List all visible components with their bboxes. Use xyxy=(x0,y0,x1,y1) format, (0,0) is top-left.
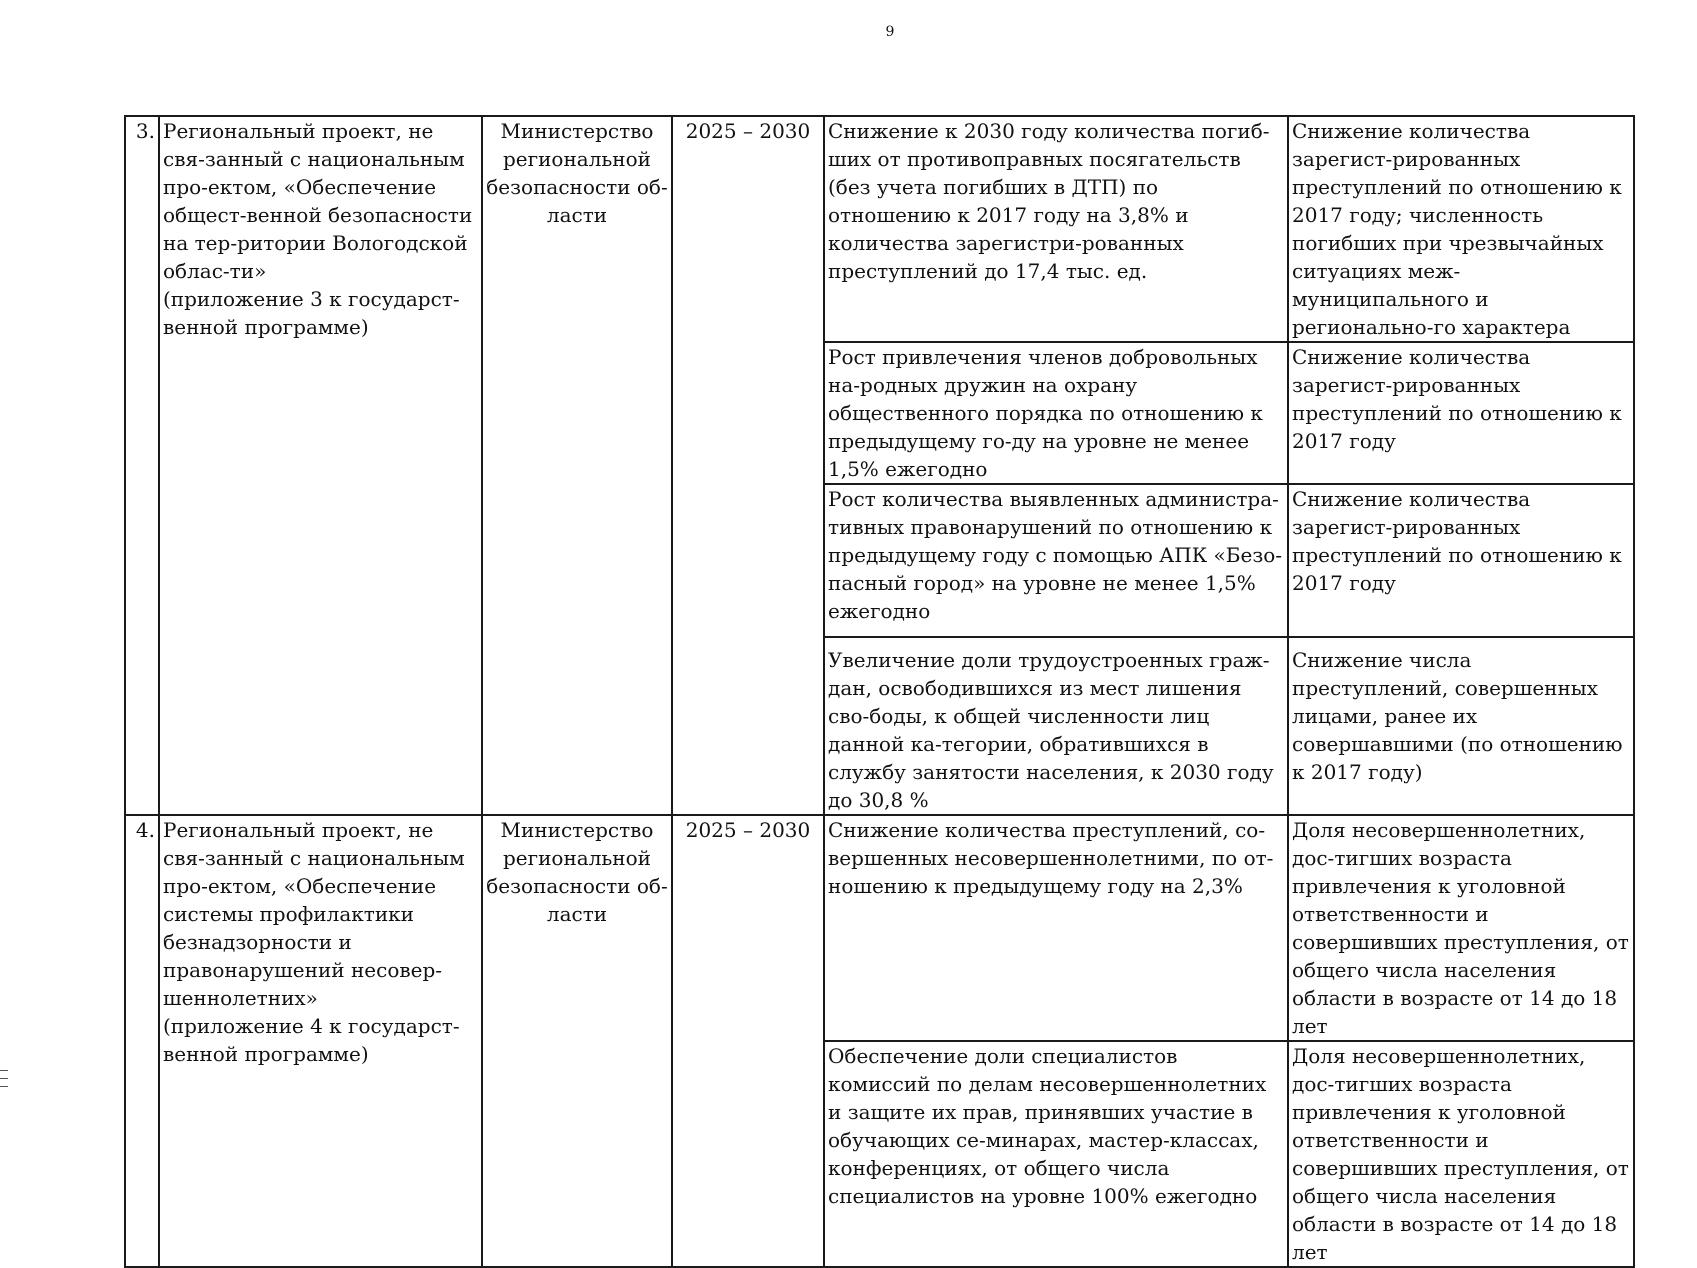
indicator-cell: Снижение количества зарегист-рированных преступлений по отношению к 2017 году xyxy=(1288,342,1634,484)
page-number: 9 xyxy=(885,24,895,40)
row-number: 3. xyxy=(125,116,159,815)
project-appendix: (приложение 4 к государст-венной программе) xyxy=(163,1014,460,1066)
indicator-cell: Снижение количества зарегист-рированных преступлений по отношению к 2017 году xyxy=(1288,484,1634,637)
project-title: Региональный проект, не свя-занный с национальным про-ектом, «Обеспечение общест-венной безопасности на тер-ритории Вологодской облас-ти» xyxy=(163,119,473,283)
indicator-cell: Доля несовершеннолетних, дос-тигших возраста привлечения к уголовной ответственности и совершивших преступления, от общего числа населения области в возрасте от 14 до 18 лет xyxy=(1288,815,1634,1041)
indicator-cell: Снижение числа преступлений, совершенных лицами, ранее их совершавшими (по отношению к 2017 году) xyxy=(1288,637,1634,815)
period-cell: 2025 – 2030 xyxy=(672,116,824,815)
table-row xyxy=(125,815,1634,1041)
responsible-cell: Министерство региональной безопасности об-ласти xyxy=(482,815,672,1267)
result-cell: Снижение к 2030 году количества погиб-ших от противоправных посягательств (без учета погибших в ДТП) по отношению к 2017 году на 3,8% и количества зарегистри-рованных преступлений до 17,4 тыс. ед. xyxy=(824,116,1288,342)
result-cell: Рост привлечения членов добровольных на-родных дружин на охрану общественного порядка по отношению к предыдущему го-ду на уровне не менее 1,5% ежегодно xyxy=(824,342,1288,484)
project-appendix: (приложение 3 к государст-венной программе) xyxy=(163,287,460,339)
indicator-cell: Доля несовершеннолетних, дос-тигших возраста привлечения к уголовной ответственности и совершивших преступления, от общего числа населения области в возрасте от 14 до 18 лет xyxy=(1288,1041,1634,1267)
indicator-cell: Снижение количества зарегист-рированных преступлений по отношению к 2017 году; численность погибших при чрезвычайных ситуациях меж-муниципального и регионально-го характера xyxy=(1288,116,1634,342)
result-cell: Рост количества выявленных администра-тивных правонарушений по отношению к предыдущему году с помощью АПК «Безо-пасный город» на уровне не менее 1,5% ежегодно xyxy=(824,484,1288,637)
period-cell: 2025 – 2030 xyxy=(672,815,824,1267)
table-row xyxy=(125,116,1634,342)
project-cell xyxy=(159,116,482,815)
result-cell: Снижение количества преступлений, со-вершенных несовершеннолетними, по от-ношению к предыдущему году на 2,3% xyxy=(824,815,1288,1041)
program-table xyxy=(124,115,1635,1268)
result-cell: Увеличение доли трудоустроенных граж-дан, освободившихся из мест лишения сво-боды, к общей численности лиц данной ка-тегории, обратившихся в службу занятости населения, к 2030 году до 30,8 % xyxy=(824,637,1288,815)
responsible-cell: Министерство региональной безопасности об-ласти xyxy=(482,116,672,815)
scan-margin-marks xyxy=(0,1070,8,1094)
result-cell: Обеспечение доли специалистов комиссий по делам несовершеннолетних и защите их прав, принявших участие в обучающих се-минарах, мастер-классах, конференциях, от общего числа специалистов на уровне 100% ежегодно xyxy=(824,1041,1288,1267)
project-title: Региональный проект, не свя-занный с национальным про-ектом, «Обеспечение системы профилактики безнадзорности и правонарушений несовер-шеннолетних» xyxy=(163,818,465,1010)
project-cell xyxy=(159,815,482,1267)
row-number: 4. xyxy=(125,815,159,1267)
